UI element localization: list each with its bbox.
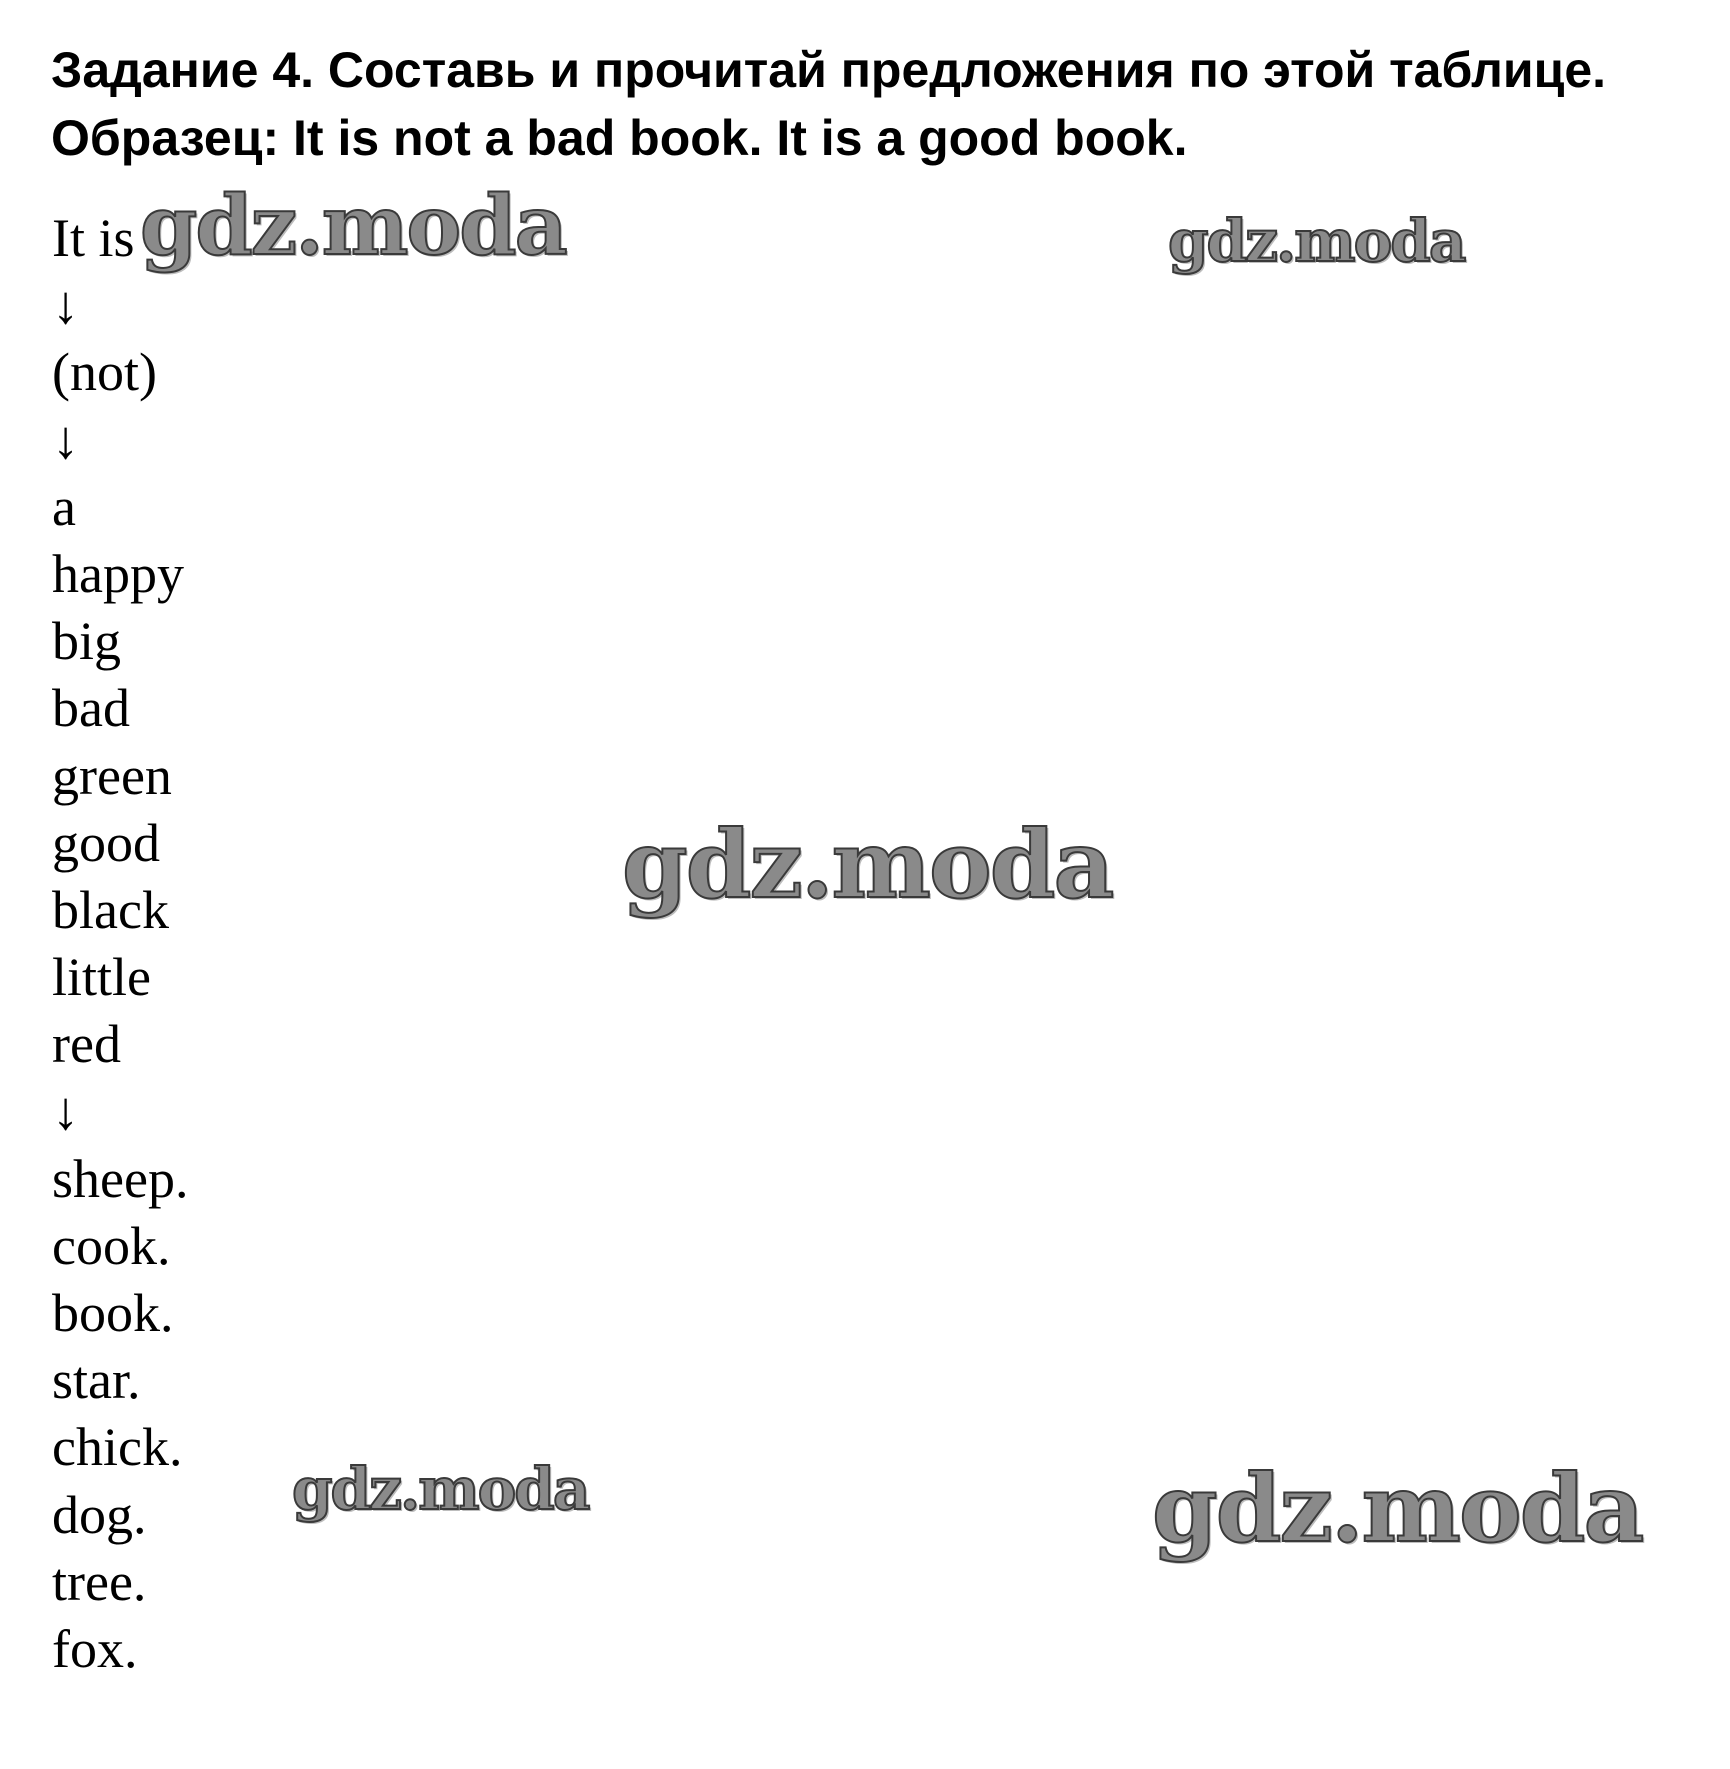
noun-item: chick.: [52, 1417, 183, 1478]
down-arrow: ↓: [52, 1081, 79, 1142]
watermark: gdz.moda: [140, 178, 566, 274]
noun-item: dog.: [52, 1484, 147, 1545]
task-title: Задание 4. Составь и прочитай предложения по этой таблице.: [51, 42, 1607, 98]
noun-item: book.: [52, 1283, 174, 1343]
adjective-item: big: [52, 611, 122, 672]
adjective-item: green: [52, 745, 172, 806]
adjective-item: bad: [52, 678, 130, 739]
phrase-not: (not): [52, 342, 157, 403]
adjective-item: red: [52, 1014, 121, 1075]
down-arrow: ↓: [52, 409, 79, 470]
noun-item: cook.: [52, 1215, 171, 1276]
watermark: gdz.moda: [292, 1455, 589, 1523]
noun-item: fox.: [52, 1618, 138, 1679]
word-table: [52, 205, 188, 1683]
adjective-item: good: [52, 812, 160, 873]
watermark: gdz.moda: [622, 810, 1113, 920]
noun-item: sheep.: [52, 1148, 189, 1209]
noun-item: tree.: [52, 1551, 147, 1612]
phrase-it-is: It is: [52, 208, 135, 268]
watermark: gdz.moda: [1152, 1454, 1643, 1564]
sample-sentence: Образец: It is not a bad book. It is a good book.: [51, 110, 1188, 166]
adjective-item: black: [52, 879, 169, 940]
article-a: a: [52, 476, 76, 537]
noun-item: star.: [52, 1350, 141, 1411]
down-arrow: ↓: [52, 275, 79, 336]
task-header: [51, 36, 1701, 172]
adjective-item: little: [52, 947, 151, 1008]
watermark: gdz.moda: [1168, 207, 1465, 275]
adjective-item: happy: [52, 543, 184, 604]
